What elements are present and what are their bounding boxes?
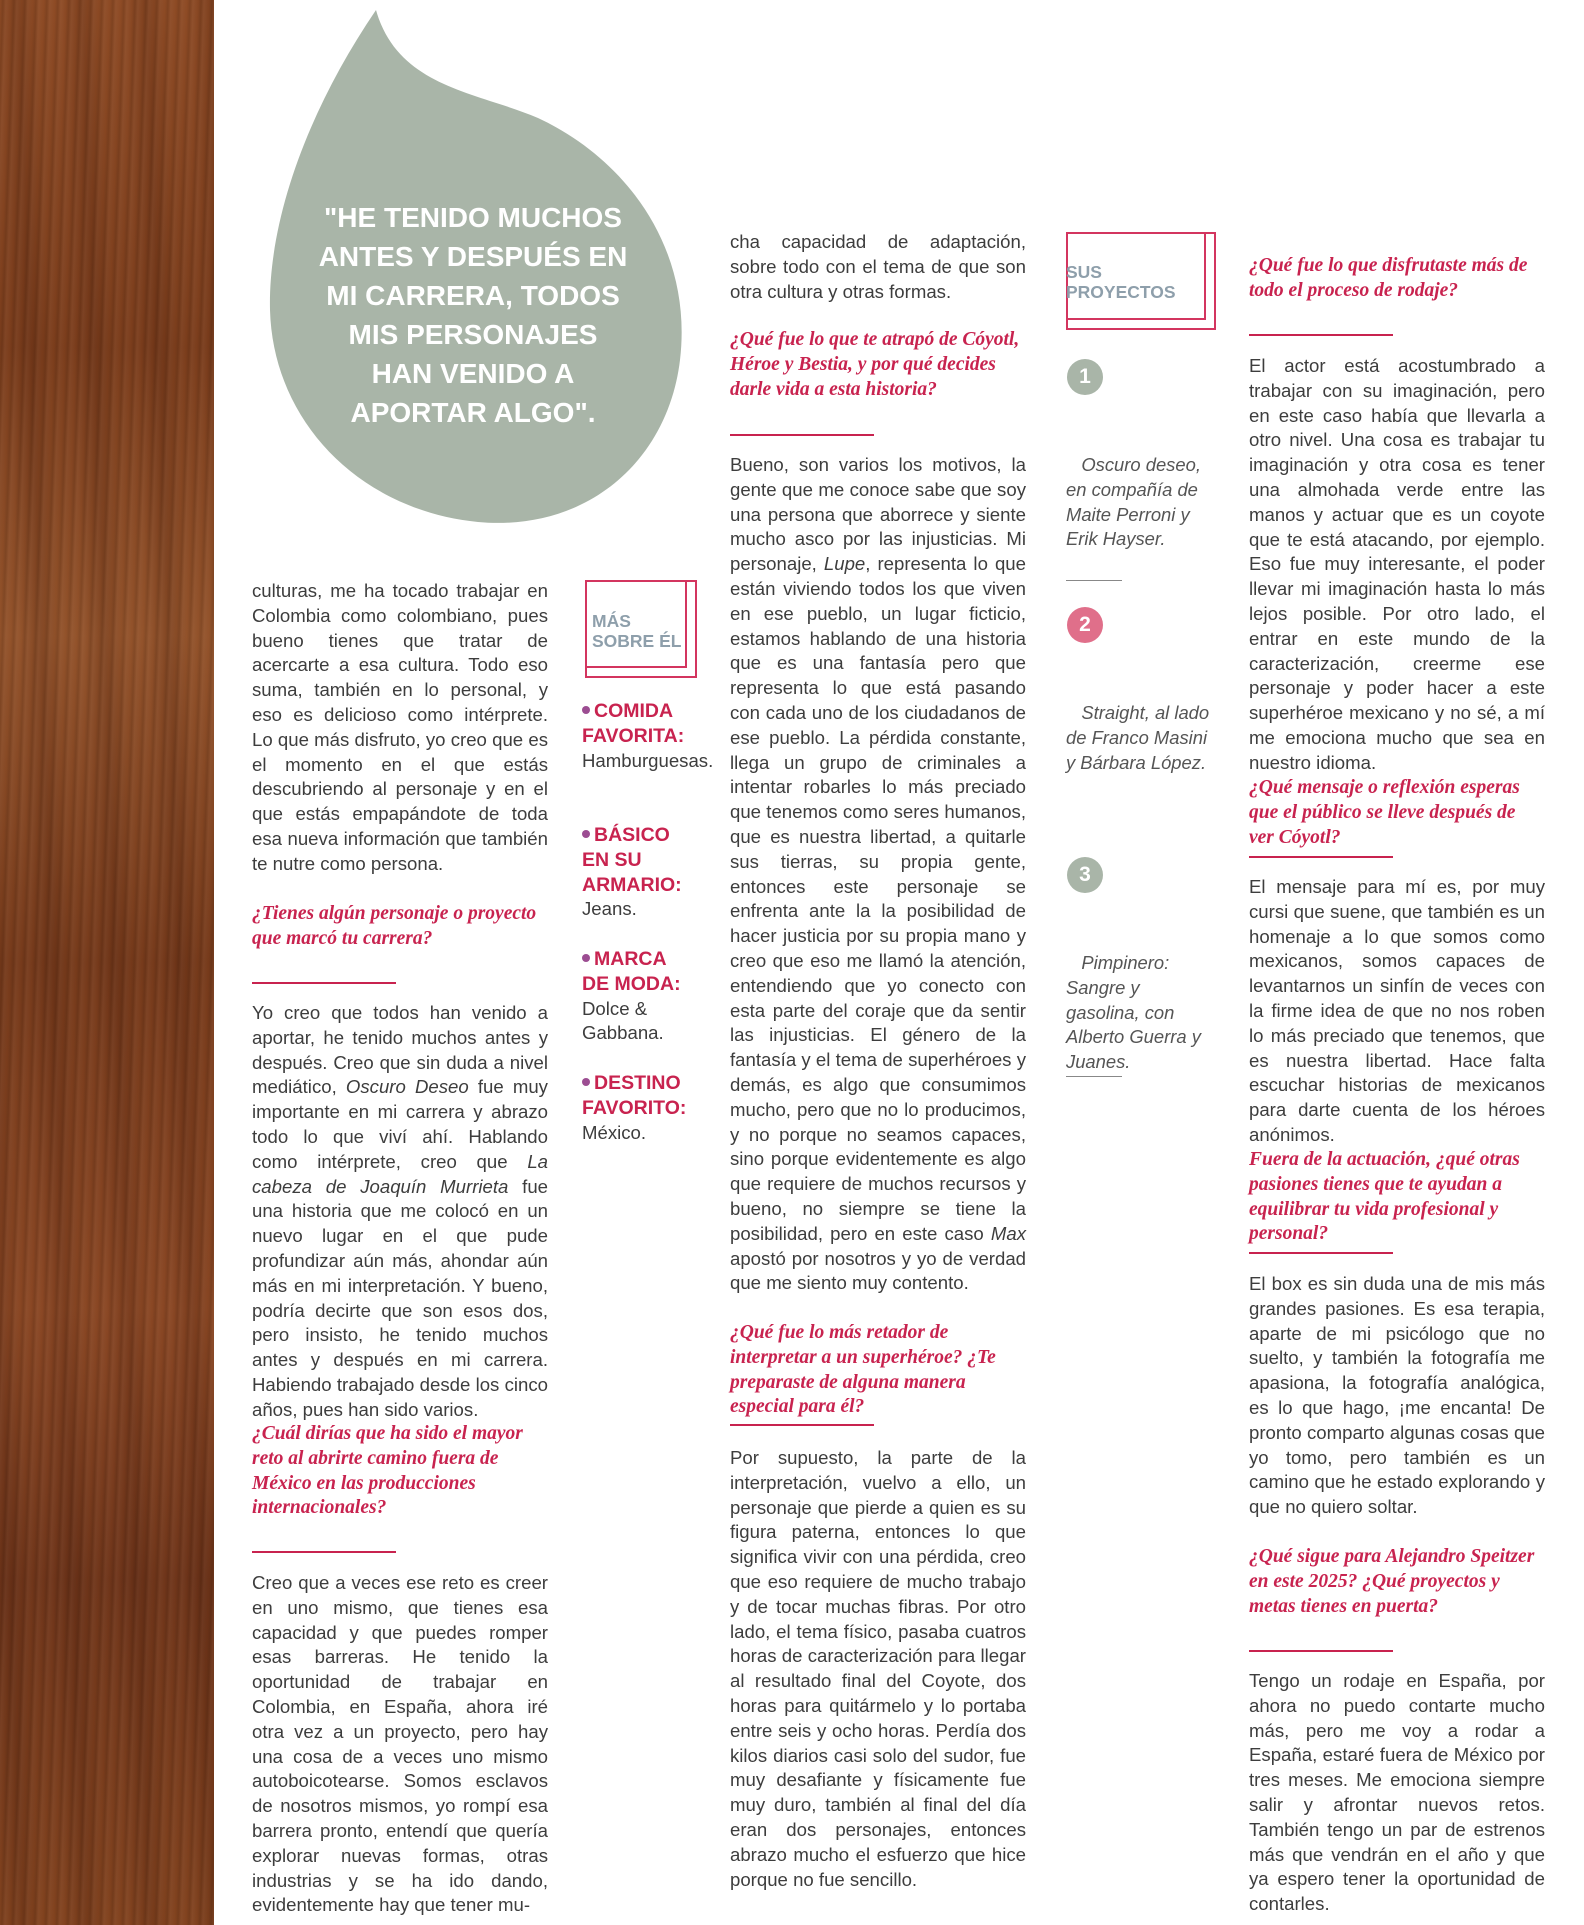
col4-question-3: Fuera de la actuación, ¿qué otras pasiones tienes que te ayudan a equilibrar tu vida profesional y personal? xyxy=(1249,1149,1520,1245)
col4-paragraph-1: El actor está acostumbrado a trabajar con su imaginación, pero en este caso había que llevarla a otro nivel. Una cosa es trabajar tu imaginación y otra cosa es tener una almohada verde entre las manos y actuar que es un coyote que te está atacando, por ejemplo. Eso fue muy interesante, el poder llevar mi imaginación hasta lo más lejos posible. Por otro lado, el entrar en este mundo de la caracterización, creerme ese personaje y poder hacer a este superhéroe mexicano y no sé, a mí me emociona mucho que sea en nuestro idioma. xyxy=(1249,355,1545,773)
sidebar-item-marca xyxy=(582,947,697,1046)
col1-paragraph-3: Creo que a veces ese reto es creer en uno mismo, que tienes esa capacidad y que puedes romper esas barreras. He tenido la oportunidad de trabajar en Colombia, en España, ahora iré otra vez a un proyecto, pero hay una cosa de a veces uno mismo autoboicotearse. Somos esclavos de nosotros mismos, yo rompí esa barrera pronto, entendí que quería explorar nuevas formas, otras industrias y se ha ido dando, evidentemente hay que tener mu- xyxy=(252,1572,548,1916)
project-3-text-content: Pimpinero: Sangre y gasolina, con Alberto Guerra y Juanes. xyxy=(1066,952,1201,1073)
project-number-1: 1 xyxy=(1067,359,1103,395)
sidebar-item-comida xyxy=(582,699,714,773)
project-number-2: 2 xyxy=(1067,607,1103,643)
sidebar-item-destino xyxy=(582,1071,697,1145)
sidebar-item-value: México. xyxy=(582,1121,647,1143)
col2-question-2-rule xyxy=(730,1424,874,1426)
pull-quote: "HE TENIDO MUCHOS ANTES Y DESPUÉS EN MI CARRERA, TODOS MIS PERSONAJES HAN VENIDO A APORTAR ALGO". xyxy=(318,202,628,428)
character-name-lupe: Lupe xyxy=(823,553,866,575)
sidebar-item-value: Jeans. xyxy=(582,898,637,920)
sidebar-item-value: Dolce & Gabbana. xyxy=(582,997,664,1044)
col2-paragraph-1: cha capacidad de adaptación, sobre todo con el tema de que son otra cultura y otras formas. xyxy=(730,231,1026,302)
col2-question-2: ¿Qué fue lo más retador de interpretar a un superhéroe? ¿Te preparaste de alguna manera especial para él? xyxy=(730,1322,996,1418)
project-number-3: 3 xyxy=(1067,857,1103,893)
bullet-dot xyxy=(582,706,590,714)
col1-question-2-rule xyxy=(252,1551,396,1553)
col4-question-4-rule xyxy=(1249,1650,1393,1652)
wood-background-strip xyxy=(0,0,214,1925)
col2-paragraph-2a: Bueno, son varios los motivos, la gente que me conoce sabe que soy una persona que aborrece y siente mucho asco por las injusticias. Mi personaje, xyxy=(730,454,1026,575)
project-2-text xyxy=(1066,701,1216,775)
col2-question-1-rule xyxy=(730,434,874,436)
sidebar-title: MÁS SOBRE ÉL xyxy=(592,611,682,651)
col1-question-1: ¿Tienes algún personaje o proyecto que marcó tu carrera? xyxy=(252,903,537,949)
col1-paragraph-2b: fue muy importante en mi carrera y abrazo todo lo que viví ahí. Hablando como intérprete, creo que xyxy=(252,1076,548,1172)
col4-question-2: ¿Qué mensaje o reflexión esperas que el público se lleve después de ver Cóyotl? xyxy=(1249,777,1520,848)
col1-question-2: ¿Cuál dirías que ha sido el mayor reto al abrirte camino fuera de México en las producciones internacionales? xyxy=(252,1423,523,1519)
bullet-dot xyxy=(582,830,590,838)
col1-question-1-rule xyxy=(252,982,396,984)
project-2-text-content: Straight, al lado de Franco Masini y Bárbara López. xyxy=(1066,702,1210,773)
col2-paragraph-2c: apostó por nosotros y yo de verdad que me siento muy contento. xyxy=(730,1247,1026,1294)
col1-paragraph-2c: fue una historia que me colocó en un nuevo lugar en el que pude profundizar aún más, ahondar aún más en mi interpretación. Y bueno, podría decirte que son esos dos, pero insisto, he tenido muchos antes y después en mi carrera. Habiendo trabajado desde los cinco años, pues han sido varios. xyxy=(252,1175,549,1420)
sidebar-item-label: COMIDA FAVORITA: xyxy=(582,700,685,747)
col4-paragraph-4: Tengo un rodaje en España, por ahora no puedo contarte mucho más, pero me voy a rodar a España, estaré fuera de México por tres meses. Me emociona siempre salir y afrontar nuevos retos. También tengo un par de estrenos más que vendrán en el año y que ya espero tener la oportunidad de contarles. xyxy=(1249,1670,1545,1915)
col2-paragraph-3: Por supuesto, la parte de la interpretación, vuelvo a ello, un personaje que pierde a quien es su figura paterna, entonces lo que significa vivir con una pérdida, creo que eso requiere de mucho trabajo y de tocar muchas fibras. Por otro lado, el tema físico, pasaba cuatros horas de caracterización para llegar al resultado final del Coyote, dos horas para quitármelo y lo portaba entre seis y ocho horas. Perdía dos kilos diarios casi solo del sudor, fue muy desafiante y físicamente fue muy duro, también al final del día eran dos personajes, entonces abrazo mucho el esfuerzo que hice porque no fue sencillo. xyxy=(730,1447,1026,1890)
title-oscuro-deseo: Oscuro Deseo xyxy=(345,1076,469,1098)
brand-max: Max xyxy=(990,1222,1026,1244)
bullet-dot xyxy=(582,1078,590,1086)
project-3-rule xyxy=(1066,1076,1122,1077)
col4-question-3-rule xyxy=(1249,1252,1393,1254)
project-1-text-content: Oscuro deseo, en compañía de Maite Perroni y Erik Hayser. xyxy=(1066,454,1201,550)
col2-paragraph-2 xyxy=(730,453,1026,1296)
project-1-text xyxy=(1066,453,1216,552)
col2-question-1: ¿Qué fue lo que te atrapó de Cóyotl, Héroe y Bestia, y por qué decides darle vida a esta historia? xyxy=(730,329,1020,400)
bullet-dot xyxy=(582,954,590,962)
col4-question-2-rule xyxy=(1249,856,1393,858)
col1-paragraph-2 xyxy=(252,1001,548,1423)
sidebar-item-value: Hamburguesas. xyxy=(582,749,714,771)
projects-title: SUS PROYECTOS xyxy=(1066,262,1176,302)
col1-paragraph-2a: Yo creo que todos han venido a aportar, he tenido muchos antes y después. Creo que sin duda a nivel mediático, xyxy=(252,1002,548,1098)
col4-paragraph-2: El mensaje para mí es, por muy cursi que suene, que también es un homenaje a lo que somos como mexicanos, somos capaces de levantarnos un sinfín de veces con la firme idea de que no nos roben lo más preciado que tenemos, que es nuestra libertad. Hace falta escuchar historias de mexicanos para darte cuenta de los héroes anónimos. xyxy=(1249,876,1545,1145)
col4-question-4: ¿Qué sigue para Alejandro Speitzer en este 2025? ¿Qué proyectos y metas tienes en puerta? xyxy=(1249,1546,1535,1617)
sidebar-item-basico xyxy=(582,823,697,922)
title-la-cabeza-de-joaquin-murrieta: La cabeza de Joaquín Murrieta xyxy=(252,1150,548,1197)
col1-paragraph-1: culturas, me ha tocado trabajar en Colombia como colombiano, pues bueno tienes que tratar de acercarte a esa cultura. Todo eso suma, también en lo personal, y eso es delicioso como intérprete. Lo que más disfruto, yo creo que es el momento en el que estás descubriendo al personaje y en el que estás empapándote de toda esa nueva información que también te nutre como persona. xyxy=(252,580,548,874)
col2-paragraph-2b: , representa lo que están viviendo todos los que viven en ese pueblo, un lugar ficticio, estamos hablando de una historia que es una fantasía pero que representa lo que está pasando con cada uno de los ciudadanos de ese pueblo. La pérdida constante, llega un grupo de criminales a intentar robarles lo más preciado que tenemos como seres humanos, que es nuestra libertad, a quitarle sus tierras, su propia gente, entonces este personaje se enfrenta ante la la posibilidad de hacer justicia por su propia mano y creo que eso me llamó la atención, entendiendo que yo conecto con esta parte del coraje que da sentir las injusticias. El género de la fantasía y el tema de superhéroes y demás, es algo que consumimos mucho, pero que no lo producimos, y no porque no seamos capaces, sino porque evidentemente es algo que requiere de muchos recursos y bueno, no siempre se tiene la posibilidad, pero en este caso xyxy=(730,553,1026,1244)
sidebar-item-label: MARCA DE MODA: xyxy=(582,948,681,995)
project-1-rule xyxy=(1066,580,1122,581)
col4-question-1-rule xyxy=(1249,334,1393,336)
col4-paragraph-3: El box es sin duda una de mis más grandes pasiones. Es esa terapia, aparte de mi psicólogo que no suelto, y también la fotografía me apasiona, la fotografía analógica, es lo que hago, ¡me encanta! De pronto comparto algunas cosas que yo tomo, pero también es un camino que he estado explorando y que no quiero soltar. xyxy=(1249,1273,1545,1518)
col4-question-1: ¿Qué fue lo que disfrutaste más de todo el proceso de rodaje? xyxy=(1249,255,1528,301)
sidebar-item-label: BÁSICO EN SU ARMARIO: xyxy=(582,824,682,896)
sidebar-item-label: DESTINO FAVORITO: xyxy=(582,1072,687,1119)
project-3-text xyxy=(1066,951,1216,1075)
